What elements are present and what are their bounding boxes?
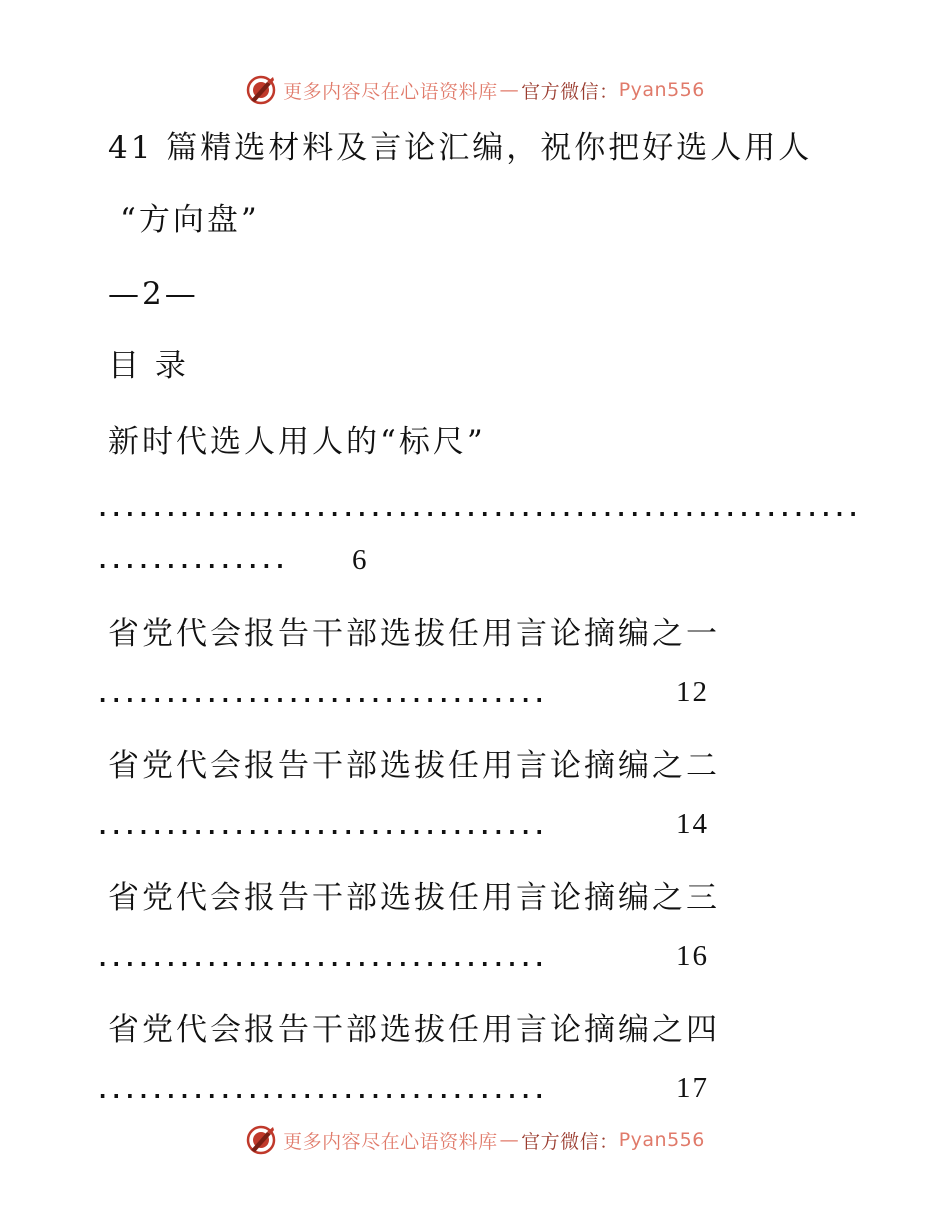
banner-brand: 更多内容尽在心语资料库	[283, 1130, 498, 1153]
toc-leader-dots: .................................	[96, 815, 547, 840]
toc-page-number: 17	[676, 1072, 709, 1104]
banner-wechat-label: 官方微信：	[521, 1130, 619, 1153]
toc-entry-title: 省党代会报告干部选拔任用言论摘编之一	[108, 616, 720, 652]
header-banner	[0, 70, 950, 110]
toc-entry-title: 新时代选人用人的“标尺”	[108, 424, 486, 460]
document-title-line-1: 41 篇精选材料及言论汇编，祝你把好选人用人	[108, 130, 813, 166]
toc-leader-dots: .................................	[96, 947, 547, 972]
toc-leader-dots: .................................	[96, 1079, 547, 1104]
banner-brand: 更多内容尽在心语资料库	[283, 80, 498, 103]
banner-handle: Pyan556	[618, 1129, 705, 1151]
toc-heading: 目 录	[108, 348, 189, 384]
toc-page-number: 14	[676, 808, 709, 840]
banner-dash: —	[499, 1129, 520, 1151]
page-marker: —2—	[108, 276, 199, 312]
toc-page-number: 12	[676, 676, 709, 708]
banner-dash: —	[499, 79, 520, 101]
toc-page-number: 16	[676, 940, 709, 972]
footer-banner	[0, 1120, 950, 1160]
banner-wechat-label: 官方微信：	[521, 80, 619, 103]
toc-entry-title: 省党代会报告干部选拔任用言论摘编之二	[108, 748, 720, 784]
pen-logo-icon	[245, 74, 277, 106]
pen-logo-icon	[245, 1124, 277, 1156]
toc-entry-title: 省党代会报告干部选拔任用言论摘编之四	[108, 1012, 720, 1048]
banner-handle: Pyan556	[618, 79, 705, 101]
toc-leader-dots: .................................	[96, 683, 547, 708]
document-title-line-2: “方向盘”	[120, 202, 260, 238]
toc-leader-dots: ..............	[96, 549, 288, 574]
toc-leader-dots: ........................................................	[96, 497, 861, 522]
toc-page-number: 6	[352, 544, 369, 576]
toc-entry-title: 省党代会报告干部选拔任用言论摘编之三	[108, 880, 720, 916]
